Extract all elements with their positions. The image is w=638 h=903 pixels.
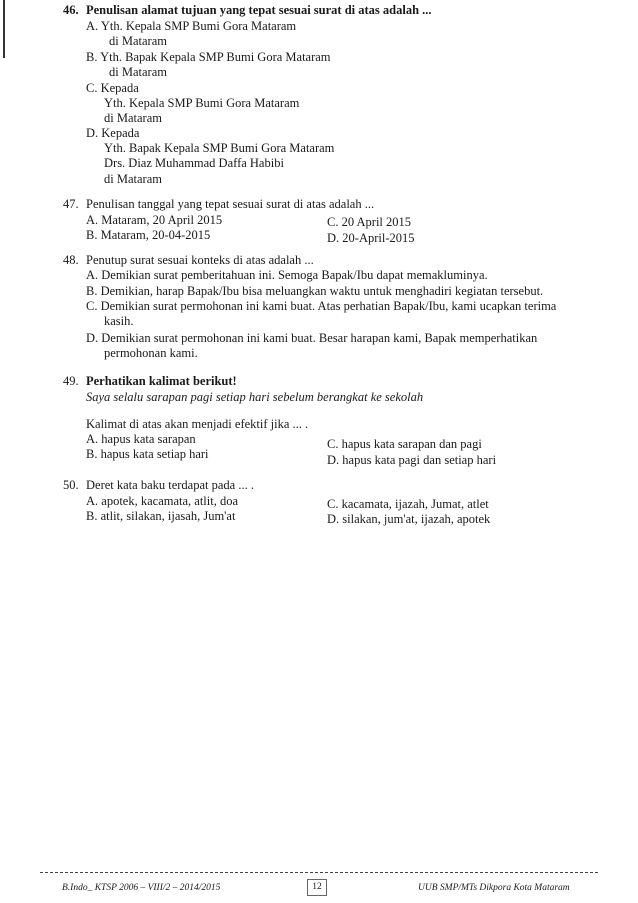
- q48-number: 48.: [63, 253, 79, 267]
- q46-option-d-line1: D. Kepada: [86, 126, 140, 140]
- q49-option-c: C. hapus kata sarapan dan pagi: [327, 437, 482, 451]
- q50-option-d: D. silakan, jum'at, ijazah, apotek: [327, 512, 491, 526]
- q49-option-a: A. hapus kata sarapan: [86, 432, 196, 446]
- footer-divider: [40, 872, 598, 873]
- q47-number: 47.: [63, 197, 79, 211]
- q46-option-a-line2: di Mataram: [109, 34, 167, 48]
- q46-option-d-line3: Drs. Diaz Muhammad Daffa Habibi: [104, 156, 284, 170]
- q50-option-a: A. apotek, kacamata, atlit, doa: [86, 494, 239, 508]
- q50-option-c: C. kacamata, ijazah, Jumat, atlet: [327, 497, 489, 511]
- q46-option-a-line1: A. Yth. Kepala SMP Bumi Gora Mataram: [86, 19, 297, 33]
- scan-margin-mark: [3, 0, 5, 58]
- footer-right-text: UUB SMP/MTs Dikpora Kota Mataram: [418, 883, 570, 893]
- q46-option-d-line2: Yth. Bapak Kepala SMP Bumi Gora Mataram: [104, 141, 335, 155]
- q46-stem: Penulisan alamat tujuan yang tepat sesuai surat di atas adalah ...: [86, 3, 432, 17]
- q50-number: 50.: [63, 478, 79, 492]
- q47-option-c: C. 20 April 2015: [327, 215, 412, 229]
- q49-number: 49.: [63, 374, 79, 388]
- q50-stem: Deret kata baku terdapat pada ... .: [86, 478, 254, 492]
- q46-option-c-line2: Yth. Kepala SMP Bumi Gora Mataram: [104, 96, 300, 110]
- q46-option-b-line2: di Mataram: [109, 65, 167, 79]
- q49-quote: Saya selalu sarapan pagi setiap hari sebelum berangkat ke sekolah: [86, 390, 424, 404]
- q46-option-d-line4: di Mataram: [104, 172, 162, 186]
- q46-number: 46.: [63, 3, 79, 17]
- q49-stem: Perhatikan kalimat berikut!: [86, 374, 237, 388]
- q49-prompt: Kalimat di atas akan menjadi efektif jika ... .: [86, 417, 309, 431]
- q48-option-d-line1: D. Demikian surat permohonan ini kami buat. Besar harapan kami, Bapak memperhatikan: [86, 331, 538, 345]
- q48-option-d-line2: permohonan kami.: [104, 346, 198, 360]
- q50-option-b: B. atlit, silakan, ijasah, Jum'at: [86, 509, 236, 523]
- footer-left-text: B.Indo_ KTSP 2006 – VIII/2 – 2014/2015: [62, 883, 221, 893]
- q48-option-a: A. Demikian surat pemberitahuan ini. Semoga Bapak/Ibu dapat memakluminya.: [86, 268, 488, 282]
- q46-option-b-line1: B. Yth. Bapak Kepala SMP Bumi Gora Mataram: [86, 50, 331, 64]
- q48-option-b: B. Demikian, harap Bapak/Ibu bisa meluangkan waktu untuk menghadiri kegiatan tersebut.: [86, 284, 544, 298]
- q48-option-c-line2: kasih.: [104, 314, 134, 328]
- q49-option-d: D. hapus kata pagi dan setiap hari: [327, 453, 497, 467]
- q48-option-c-line1: C. Demikian surat permohonan ini kami buat. Atas perhatian Bapak/Ibu, kami ucapkan terima: [86, 299, 557, 313]
- q47-stem: Penulisan tanggal yang tepat sesuai surat di atas adalah ...: [86, 197, 375, 211]
- q46-option-c-line1: C. Kepada: [86, 81, 139, 95]
- q47-option-a: A. Mataram, 20 April 2015: [86, 213, 223, 227]
- q47-option-b: B. Mataram, 20-04-2015: [86, 228, 211, 242]
- q46-option-c-line3: di Mataram: [104, 111, 162, 125]
- page-number: 12: [307, 879, 327, 896]
- q48-stem: Penutup surat sesuai konteks di atas adalah ...: [86, 253, 314, 267]
- q47-option-d: D. 20-April-2015: [327, 231, 415, 245]
- q49-option-b: B. hapus kata setiap hari: [86, 447, 209, 461]
